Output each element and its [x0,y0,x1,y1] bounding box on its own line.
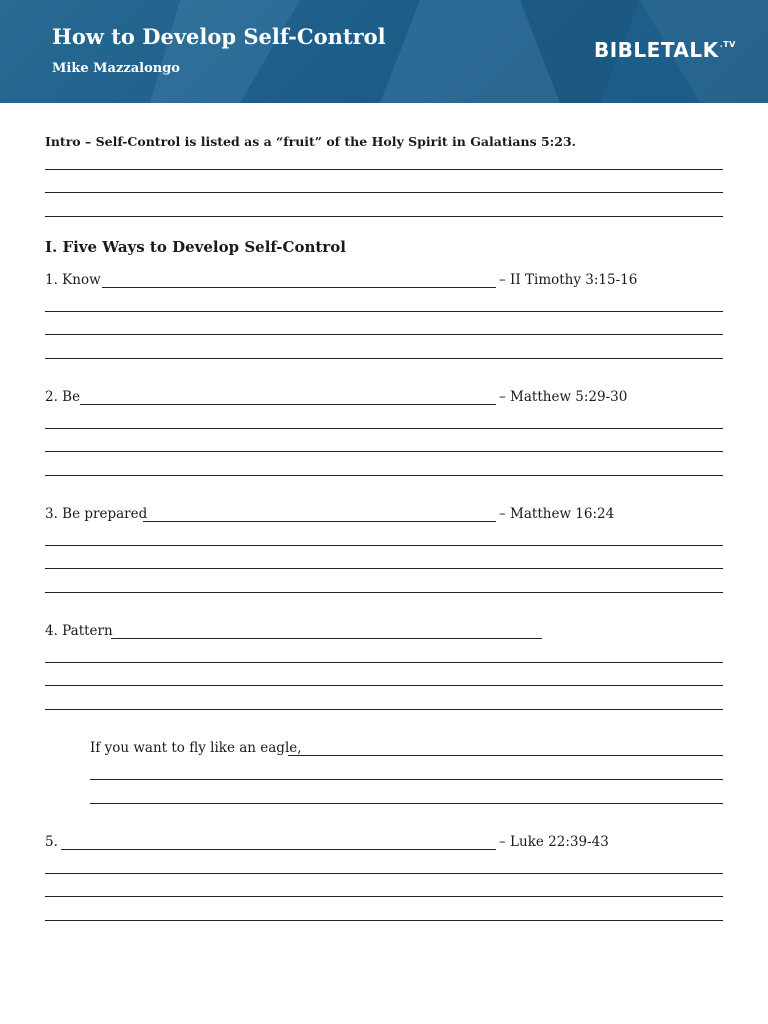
answer-line [45,662,723,663]
document-title: How to Develop Self-Control [52,24,386,49]
eagle-blank[interactable] [288,755,723,756]
answer-line [45,545,723,546]
answer-line [45,358,723,359]
answer-line [45,475,723,476]
answer-line [45,592,723,593]
item-1-reference: – II Timothy 3:15-16 [499,272,638,288]
item-5-blank[interactable] [61,849,496,850]
logo-suffix: .TV [719,40,736,49]
answer-line [45,311,723,312]
logo-text: BIBLETALK [594,38,719,62]
answer-line [45,216,723,217]
answer-line [45,685,723,686]
item-4-blank[interactable] [111,638,542,639]
item-4-label: 4. Pattern [45,623,113,639]
eagle-prompt: If you want to fly like an eagle, [90,740,302,756]
item-1-blank[interactable] [102,287,496,288]
document-author: Mike Mazzalongo [52,61,180,76]
answer-line [45,451,723,452]
answer-line [90,803,723,804]
answer-line [45,896,723,897]
answer-line [45,920,723,921]
item-3-blank[interactable] [143,521,496,522]
answer-line [45,709,723,710]
item-5-label: 5. [45,834,58,850]
answer-line [45,192,723,193]
item-2-reference: – Matthew 5:29-30 [499,389,628,405]
answer-line [45,428,723,429]
item-2-label: 2. Be [45,389,81,405]
item-3-reference: – Matthew 16:24 [499,506,615,522]
item-2-blank[interactable] [80,404,496,405]
answer-line [45,169,723,170]
intro-text: Intro – Self-Control is listed as a “fruit” of the Holy Spirit in Galatians 5:23. [45,134,577,149]
answer-line [45,568,723,569]
item-5-reference: – Luke 22:39-43 [499,834,609,850]
header-banner [0,0,768,103]
item-1-label: 1. Know [45,272,101,288]
answer-line [90,779,723,780]
answer-line [45,334,723,335]
bibletalk-logo[interactable] [594,38,736,62]
item-3-label: 3. Be prepared [45,506,148,522]
answer-line [45,873,723,874]
section-heading: I. Five Ways to Develop Self-Control [45,238,346,256]
